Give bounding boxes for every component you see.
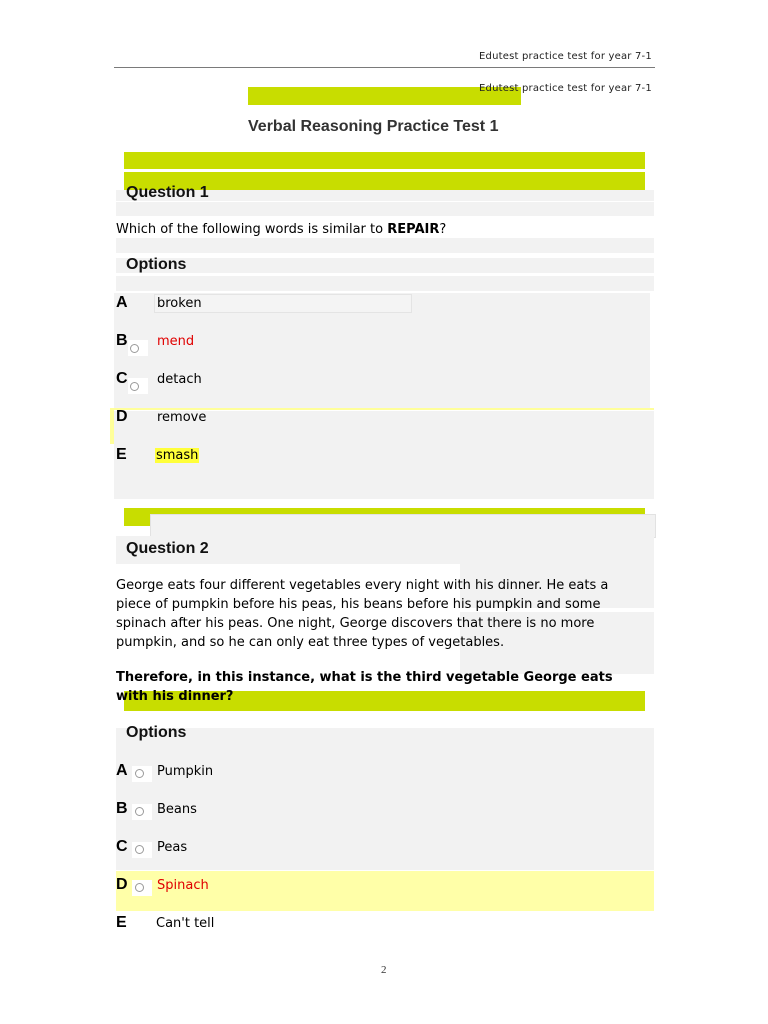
- panel-strip: [116, 258, 654, 273]
- prompt-line: with his dinner?: [116, 689, 234, 704]
- panel-strip: [150, 514, 656, 538]
- question-1-prompt: Which of the following words is similar to REPAIR?: [116, 222, 447, 237]
- header-rule: [114, 67, 655, 68]
- option-text-peas: Peas: [157, 840, 188, 855]
- radio-button-d[interactable]: [135, 883, 144, 892]
- passage-line: spinach after his peas. One night, George discovers that there is no more: [116, 616, 595, 631]
- option-text-broken: broken: [157, 296, 202, 311]
- option-letter-b: B: [116, 332, 128, 349]
- option-letter-d: D: [116, 408, 128, 425]
- options-panel: [116, 728, 654, 870]
- radio-button-b[interactable]: [130, 344, 139, 353]
- page-number: 2: [381, 964, 387, 976]
- option-letter-e: E: [116, 914, 127, 931]
- option-text-remove: remove: [157, 410, 207, 425]
- question-2-prompt: [116, 668, 613, 706]
- passage-line: piece of pumpkin before his peas, his beans before his pumpkin and some: [116, 597, 601, 612]
- option-letter-c: C: [116, 838, 128, 855]
- option-text-pumpkin: Pumpkin: [157, 764, 214, 779]
- option-text-smash: smash: [156, 448, 199, 463]
- question-1-options-heading: Options: [126, 256, 187, 273]
- option-text-spinach-correct: Spinach: [157, 878, 209, 893]
- option-letter-d: D: [116, 876, 128, 893]
- question-1-heading: Question 1: [126, 184, 209, 201]
- running-header-duplicate: Edutest practice test for year 7-1: [479, 83, 652, 94]
- radio-button-c[interactable]: [135, 845, 144, 854]
- option-text-mend-correct: mend: [157, 334, 195, 349]
- prompt-line: Therefore, in this instance, what is the third vegetable George eats: [116, 670, 613, 685]
- option-letter-b: B: [116, 800, 128, 817]
- decor-bar: [124, 152, 645, 169]
- option-text-detach: detach: [157, 372, 202, 387]
- passage-line: George eats four different vegetables every night with his dinner. He eats a: [116, 578, 609, 593]
- passage-line: pumpkin, and so he can only eat three types of vegetables.: [116, 635, 505, 650]
- panel-strip: [116, 238, 654, 253]
- option-letter-a: A: [116, 294, 128, 311]
- option-letter-c: C: [116, 370, 128, 387]
- question-2-options-heading: Options: [126, 724, 187, 741]
- panel-strip: [116, 276, 654, 291]
- option-letter-e: E: [116, 446, 127, 463]
- page-title: Verbal Reasoning Practice Test 1: [248, 118, 499, 135]
- radio-button-a[interactable]: [135, 769, 144, 778]
- option-text-beans: Beans: [157, 802, 197, 817]
- question-2-passage: [116, 576, 608, 652]
- option-letter-a: A: [116, 762, 128, 779]
- running-header: Edutest practice test for year 7-1: [479, 51, 652, 62]
- option-text-cant-tell: Can't tell: [156, 916, 215, 931]
- radio-button-b[interactable]: [135, 807, 144, 816]
- question-2-heading: Question 2: [126, 540, 209, 557]
- panel-strip: [116, 202, 654, 216]
- radio-button-c[interactable]: [130, 382, 139, 391]
